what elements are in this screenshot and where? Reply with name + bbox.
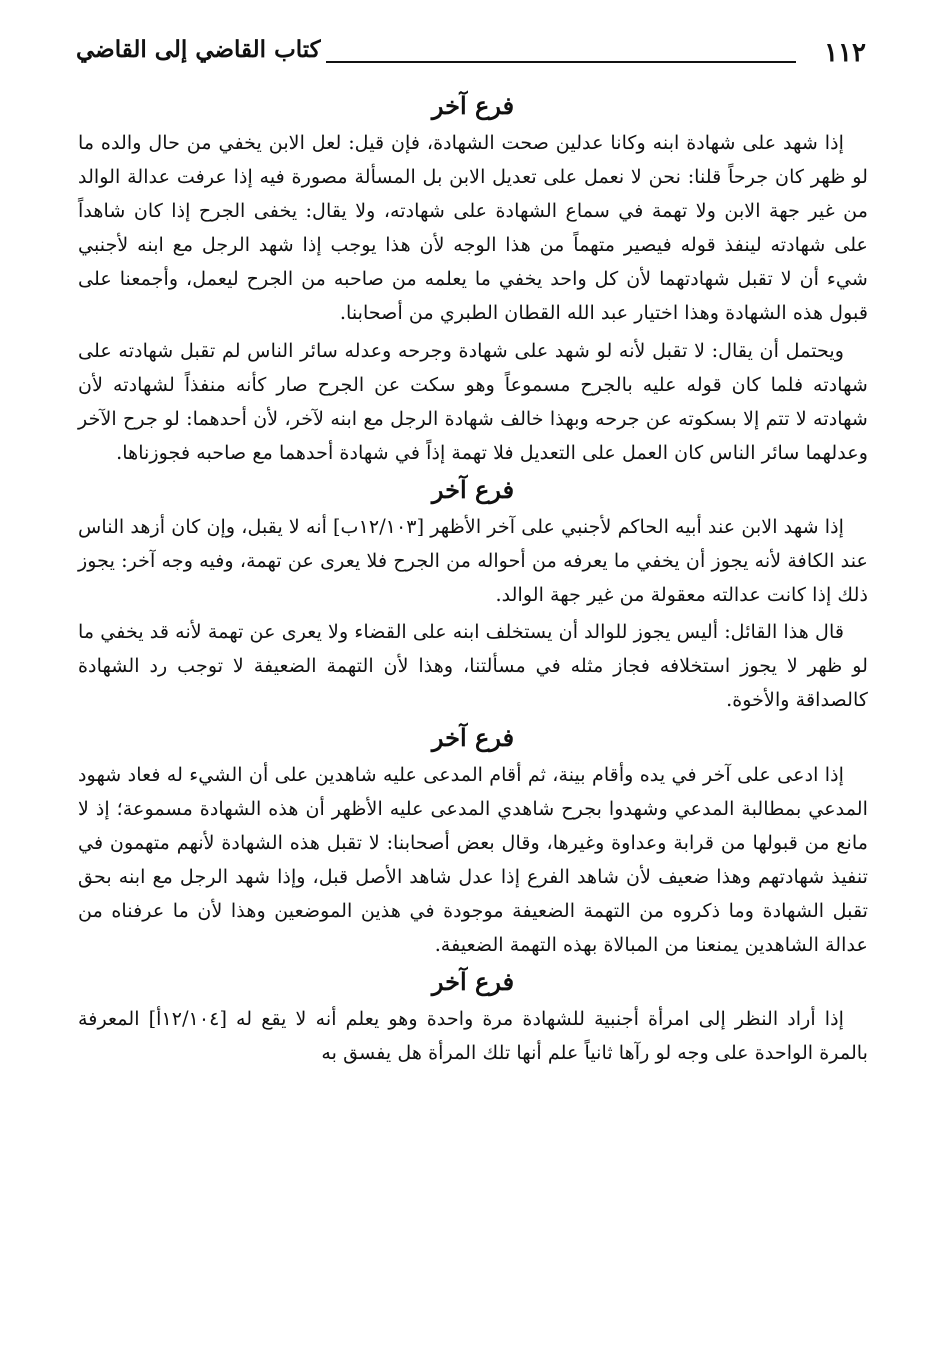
paragraph: إذا شهد الابن عند أبيه الحاكم لأجنبي على آخر الأظهر [١٢/١٠٣ب] أنه لا يقبل، وإن كان أزهد الناس عند الكافة لأنه يجوز أن يخفي ما يعرفه من أحواله من الجرح فلا يعرى عن تهمة، وفيه وجه آخر: يجوز ذلك إذا كانت عدالته معقولة من غير جهة الوالد. (78, 514, 868, 607)
page-number: ١١٢ (824, 38, 866, 68)
paragraph: إذا شهد على شهادة ابنه وكانا عدلين صحت الشهادة، فإن قيل: لعل الابن يخفي من حال والده ما لو ظهر كان جرحاً قلنا: نحن لا نعمل على تعديل الابن بل المسألة مصورة فيه إذا عرفت عدالة الوالد من غير جهة الابن ولا تهمة في سماع الشهادة على شهادته، ولا يقال: يخفى الجرح إذا كان شاهداً على شهادته لينفذ قوله فيصير متهماً من هذا الوجه لأن هذا يوجب إذا شهد الرجل مع ابنه لأجنبي شيء أن لا تقبل شهادتهما لأن كل واحد يخفي ما يعلمه من صاحبه من الجرح ليعمل، وأجمعنا على قبول هذه الشهادة وهذا اختيار عبد الله القطان الطبري من أصحابنا. (78, 131, 868, 325)
paragraph: إذا أراد النظر إلى امرأة أجنبية للشهادة مرة واحدة وهو يعلم أنه لا يقع له [١٢/١٠٤أ] المعرفة بالمرة الواحدة على وجه لو رآها ثانياً علم أنها تلك المرأة هل يفسق به (78, 1007, 868, 1065)
section-heading: فرع آخر (431, 967, 515, 997)
section-heading: فرع آخر (431, 722, 515, 752)
paragraph: إذا ادعى على آخر في يده وأقام بينة، ثم أقام المدعى عليه شاهدين على أن الشيء له فعاد شهود المدعي بمطالبة المدعي وشهدوا بجرح شاهدي المدعى عليه الأظهر أن هذه الشهادة مسموعة؛ إذ لا مانع من قبولها من قرابة وعداوة وغيرها، وقال بعض أصحابنا: لا تقبل هذه الشهادة لأنهم متهمون في تنفيذ شهادتهم وهذا ضعيف لأن شاهد الفرع إذا عدل شاهد الأصل قبل، وإذا شهد الرجل مع ابنه بحق تقبل الشهادة وما ذكروه من التهمة الضعيفة موجودة في هذين الموضعين وهذا لأن ما عرفناه من عدالة الشاهدين يمنعنا من المبالاة بهذه التهمة الضعيفة. (78, 762, 868, 956)
header-rule (326, 61, 796, 63)
paragraph: ويحتمل أن يقال: لا تقبل لأنه لو شهد على شهادة وجرحه وعدله سائر الناس لم تقبل شهادته على شهادته فلما كان قوله عليه بالجرح مسموعاً وهو سكت عن الجرح صار كأنه منفذاً لشهادته لأن شهادته لا تتم إلا بسكوته عن جرحه وبهذا خالف شهادة الرجل مع ابنه لآخر، لأن أحدهما: لو جرح الآخر وعدلهما سائر الناس كان العمل على التعديل فلا تهمة إذاً في شهادة أحدهما مع صاحبه فجوزناها. (78, 338, 868, 464)
paragraph: قال هذا القائل: أليس يجوز للوالد أن يستخلف ابنه على القضاء ولا يعرى عن تهمة لأنه قد يخفي ما لو ظهر لا يجوز استخلافه فجاز مثله في مسألتنا، وهذا لأن التهمة الضعيفة لا توجب رد الشهادة كالصداقة والأخوة. (78, 620, 868, 712)
page-header (76, 34, 866, 74)
page-body (78, 86, 868, 1070)
running-title: كتاب القاضي إلى القاضي (76, 36, 321, 63)
section-heading: فرع آخر (431, 91, 515, 120)
section-heading: فرع آخر (431, 474, 515, 504)
